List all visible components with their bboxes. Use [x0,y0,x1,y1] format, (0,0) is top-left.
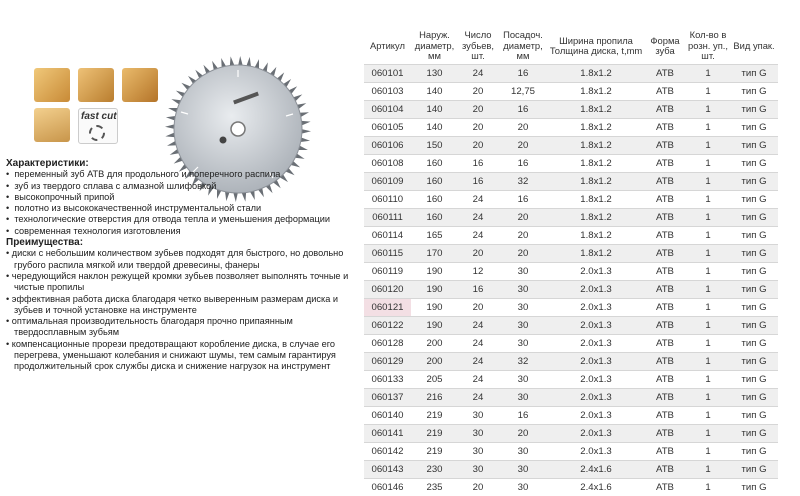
benefit-item: • диски с небольшим количеством зубьев подходят для быстрого, но довольно грубого распила мягкой или твердой древесины, фанеры [6,248,351,271]
cell-tooth-form: ATB [644,281,686,299]
cell-bore: 20 [498,137,548,155]
cell-kerf: 2.0x1.3 [548,407,644,425]
cell-teeth: 20 [458,479,498,496]
cell-bore: 30 [498,263,548,281]
table-row [364,65,778,83]
cell-qty: 1 [686,407,730,425]
cell-qty: 1 [686,83,730,101]
cell-article: 060106 [364,137,411,155]
benefit-item: • оптимальная производительность благодаря прочно припаянным твердосплавным зубьям [6,316,351,339]
cell-article: 060104 [364,101,411,119]
cell-qty: 1 [686,209,730,227]
table-row [364,173,778,191]
cell-bore: 16 [498,407,548,425]
cell-bore: 32 [498,173,548,191]
cell-teeth: 16 [458,155,498,173]
cell-qty: 1 [686,245,730,263]
col-header-teeth: Число зубьев, шт. [458,28,498,65]
cell-kerf: 2.0x1.3 [548,353,644,371]
cell-pack: тип G [730,281,778,299]
table-row [364,191,778,209]
table-row [364,137,778,155]
cell-qty: 1 [686,65,730,83]
cell-tooth-form: ATB [644,209,686,227]
cell-bore: 30 [498,335,548,353]
cell-tooth-form: ATB [644,461,686,479]
table-header-row [364,28,778,65]
cell-qty: 1 [686,101,730,119]
cell-pack: тип G [730,119,778,137]
cell-bore: 20 [498,227,548,245]
cell-article: 060114 [364,227,411,245]
cell-teeth: 30 [458,425,498,443]
feature-item: • зуб из твердого сплава с алмазной шлифовкой [6,181,351,192]
cell-teeth: 24 [458,191,498,209]
cell-outer-diameter: 160 [411,173,458,191]
cell-kerf: 1.8x1.2 [548,155,644,173]
cell-qty: 1 [686,137,730,155]
cell-kerf: 1.8x1.2 [548,245,644,263]
cell-tooth-form: ATB [644,479,686,496]
cell-qty: 1 [686,263,730,281]
cell-outer-diameter: 200 [411,353,458,371]
specs-table-container [364,28,778,496]
cell-kerf: 2.0x1.3 [548,425,644,443]
cell-teeth: 12 [458,263,498,281]
cell-outer-diameter: 235 [411,479,458,496]
cell-outer-diameter: 170 [411,245,458,263]
cell-teeth: 20 [458,119,498,137]
cell-outer-diameter: 140 [411,119,458,137]
benefit-item: • компенсационные прорези предотвращают коробление диска, в случае его перегрева, уменьшают колебания и снижают шумы, тем самым гарантируя продолжительный срок службы диска и снижение нагрузок на инструмент [6,339,351,373]
cell-article: 060133 [364,371,411,389]
table-row [364,479,778,496]
cell-article: 060143 [364,461,411,479]
product-info-panel [0,0,362,449]
cell-tooth-form: ATB [644,371,686,389]
cell-article: 060142 [364,443,411,461]
cell-article: 060120 [364,281,411,299]
cell-tooth-form: ATB [644,245,686,263]
table-row [364,299,778,317]
cell-bore: 30 [498,389,548,407]
cell-outer-diameter: 140 [411,101,458,119]
cell-qty: 1 [686,227,730,245]
table-row [364,101,778,119]
cell-qty: 1 [686,461,730,479]
cell-qty: 1 [686,443,730,461]
cell-tooth-form: ATB [644,191,686,209]
cell-article: 060119 [364,263,411,281]
cell-outer-diameter: 140 [411,83,458,101]
cell-bore: 32 [498,353,548,371]
feature-item: • технологические отверстия для отвода тепла и уменьшения деформации [6,214,351,225]
cell-tooth-form: ATB [644,407,686,425]
cell-kerf: 2.0x1.3 [548,371,644,389]
cell-outer-diameter: 160 [411,191,458,209]
cell-outer-diameter: 150 [411,137,458,155]
cell-teeth: 24 [458,371,498,389]
cell-pack: тип G [730,173,778,191]
cell-outer-diameter: 219 [411,407,458,425]
table-row [364,227,778,245]
cell-article: 060115 [364,245,411,263]
cell-bore: 20 [498,425,548,443]
cell-bore: 30 [498,317,548,335]
application-thumbnails [34,68,160,150]
cell-teeth: 24 [458,65,498,83]
cell-bore: 30 [498,461,548,479]
cell-pack: тип G [730,407,778,425]
cell-teeth: 24 [458,209,498,227]
cell-teeth: 30 [458,461,498,479]
cell-kerf: 2.0x1.3 [548,263,644,281]
cell-article: 060122 [364,317,411,335]
cell-tooth-form: ATB [644,227,686,245]
cell-article: 060128 [364,335,411,353]
cell-outer-diameter: 216 [411,389,458,407]
cell-pack: тип G [730,191,778,209]
col-header-bore: Посадоч. диаметр, мм [498,28,548,65]
cell-teeth: 24 [458,317,498,335]
cell-tooth-form: ATB [644,155,686,173]
cell-bore: 16 [498,65,548,83]
cell-kerf: 1.8x1.2 [548,137,644,155]
cell-outer-diameter: 190 [411,299,458,317]
cell-qty: 1 [686,317,730,335]
cell-tooth-form: ATB [644,353,686,371]
fast-cut-badge [78,108,118,144]
cell-tooth-form: ATB [644,101,686,119]
cell-qty: 1 [686,479,730,496]
feature-item: • переменный зуб АТВ для продольного и поперечного распила [6,169,351,180]
cell-kerf: 1.8x1.2 [548,119,644,137]
cell-article: 060141 [364,425,411,443]
table-row [364,443,778,461]
cell-tooth-form: ATB [644,425,686,443]
cell-article: 060137 [364,389,411,407]
cell-article: 060103 [364,83,411,101]
cell-tooth-form: ATB [644,263,686,281]
cell-article: 060101 [364,65,411,83]
table-row [364,371,778,389]
cell-qty: 1 [686,353,730,371]
cell-pack: тип G [730,155,778,173]
cell-tooth-form: ATB [644,299,686,317]
cell-kerf: 1.8x1.2 [548,173,644,191]
cell-bore: 30 [498,479,548,496]
cell-outer-diameter: 160 [411,155,458,173]
cell-pack: тип G [730,101,778,119]
cell-tooth-form: ATB [644,317,686,335]
cell-teeth: 20 [458,83,498,101]
table-row [364,353,778,371]
cell-pack: тип G [730,443,778,461]
cell-pack: тип G [730,389,778,407]
col-header-tooth-form: Форма зуба [644,28,686,65]
fast-cut-label: fast cut [81,111,117,122]
table-row [364,119,778,137]
cell-qty: 1 [686,425,730,443]
cell-bore: 20 [498,209,548,227]
cell-pack: тип G [730,263,778,281]
cell-pack: тип G [730,65,778,83]
cell-article: 060105 [364,119,411,137]
cell-article: 060121 [364,299,411,317]
cell-teeth: 20 [458,299,498,317]
cell-pack: тип G [730,83,778,101]
cell-pack: тип G [730,335,778,353]
table-row [364,155,778,173]
cell-teeth: 30 [458,407,498,425]
cell-qty: 1 [686,191,730,209]
wood-cut-image [34,68,70,102]
table-row [364,281,778,299]
cell-teeth: 20 [458,101,498,119]
cell-outer-diameter: 200 [411,335,458,353]
cell-kerf: 2.0x1.3 [548,443,644,461]
cell-tooth-form: ATB [644,389,686,407]
table-row [364,407,778,425]
cell-outer-diameter: 219 [411,425,458,443]
cell-bore: 12,75 [498,83,548,101]
cell-outer-diameter: 219 [411,443,458,461]
cell-bore: 20 [498,119,548,137]
cell-bore: 30 [498,281,548,299]
cell-kerf: 1.8x1.2 [548,83,644,101]
cell-kerf: 2.4x1.6 [548,479,644,496]
cell-pack: тип G [730,209,778,227]
cell-pack: тип G [730,137,778,155]
cell-pack: тип G [730,227,778,245]
cell-article: 060108 [364,155,411,173]
cell-pack: тип G [730,299,778,317]
cell-bore: 16 [498,155,548,173]
feature-item: • полотно из высококачественной инструментальной стали [6,203,351,214]
cell-qty: 1 [686,371,730,389]
cell-outer-diameter: 165 [411,227,458,245]
cell-qty: 1 [686,119,730,137]
cell-teeth: 24 [458,353,498,371]
benefit-item: • чередующийся наклон режущей кромки зубьев позволяет выполнять точные и чистые пропилы [6,271,351,294]
wood-cut-image [122,68,158,102]
cell-pack: тип G [730,353,778,371]
cell-kerf: 1.8x1.2 [548,191,644,209]
cell-teeth: 24 [458,335,498,353]
table-row [364,317,778,335]
cell-qty: 1 [686,335,730,353]
cell-teeth: 24 [458,389,498,407]
table-row [364,335,778,353]
cell-kerf: 1.8x1.2 [548,227,644,245]
cell-qty: 1 [686,389,730,407]
cell-outer-diameter: 160 [411,209,458,227]
col-header-pack: Вид упак. [730,28,778,65]
table-row [364,389,778,407]
features-title: Характеристики: [6,158,351,169]
cell-qty: 1 [686,155,730,173]
cell-tooth-form: ATB [644,119,686,137]
feature-item: • современная технология изготовления [6,226,351,237]
cell-tooth-form: ATB [644,83,686,101]
cell-outer-diameter: 190 [411,263,458,281]
table-row [364,263,778,281]
col-header-qty: Кол-во в розн. уп., шт. [686,28,730,65]
cell-outer-diameter: 205 [411,371,458,389]
cell-teeth: 16 [458,173,498,191]
table-row [364,83,778,101]
table-row [364,209,778,227]
cell-outer-diameter: 230 [411,461,458,479]
col-header-kerf: Ширина пропила Толщина диска, t,mm [548,28,644,65]
cell-tooth-form: ATB [644,173,686,191]
cell-pack: тип G [730,317,778,335]
cell-teeth: 24 [458,227,498,245]
cell-bore: 30 [498,443,548,461]
table-row [364,245,778,263]
cell-teeth: 20 [458,137,498,155]
table-row [364,461,778,479]
cell-teeth: 16 [458,281,498,299]
cell-article: 060146 [364,479,411,496]
col-header-article: Артикул [364,28,411,65]
cell-outer-diameter: 190 [411,281,458,299]
cell-qty: 1 [686,299,730,317]
feature-item: • высокопрочный припой [6,192,351,203]
specs-table [364,28,778,496]
cell-article: 060109 [364,173,411,191]
cell-outer-diameter: 130 [411,65,458,83]
cell-kerf: 2.0x1.3 [548,299,644,317]
cell-bore: 30 [498,371,548,389]
cell-teeth: 30 [458,443,498,461]
cell-kerf: 1.8x1.2 [548,209,644,227]
benefits-title: Преимущества: [6,237,351,248]
benefit-item: • эффективная работа диска благодаря четко выверенным размерам диска и зубьев и точной установке на инструменте [6,294,351,317]
wood-cut-image [34,108,70,142]
cell-pack: тип G [730,461,778,479]
cell-tooth-form: ATB [644,65,686,83]
cell-tooth-form: ATB [644,335,686,353]
cell-pack: тип G [730,245,778,263]
cell-outer-diameter: 190 [411,317,458,335]
cell-kerf: 1.8x1.2 [548,101,644,119]
table-row [364,425,778,443]
cell-article: 060140 [364,407,411,425]
cell-bore: 16 [498,101,548,119]
cell-bore: 30 [498,299,548,317]
saw-blade-icon [89,125,105,141]
col-header-outer-diameter: Наруж. диаметр, мм [411,28,458,65]
cell-qty: 1 [686,173,730,191]
cell-kerf: 1.8x1.2 [548,65,644,83]
cell-kerf: 2.4x1.6 [548,461,644,479]
cell-kerf: 2.0x1.3 [548,389,644,407]
cell-article: 060111 [364,209,411,227]
cell-qty: 1 [686,281,730,299]
cell-bore: 20 [498,245,548,263]
cell-kerf: 2.0x1.3 [548,281,644,299]
cell-article: 060129 [364,353,411,371]
cell-pack: тип G [730,425,778,443]
cell-kerf: 2.0x1.3 [548,317,644,335]
cell-tooth-form: ATB [644,443,686,461]
product-description [6,158,351,373]
cell-bore: 16 [498,191,548,209]
cell-pack: тип G [730,371,778,389]
cell-article: 060110 [364,191,411,209]
cell-kerf: 2.0x1.3 [548,335,644,353]
cell-tooth-form: ATB [644,137,686,155]
wood-cut-image [78,68,114,102]
cell-teeth: 20 [458,245,498,263]
cell-pack: тип G [730,479,778,496]
